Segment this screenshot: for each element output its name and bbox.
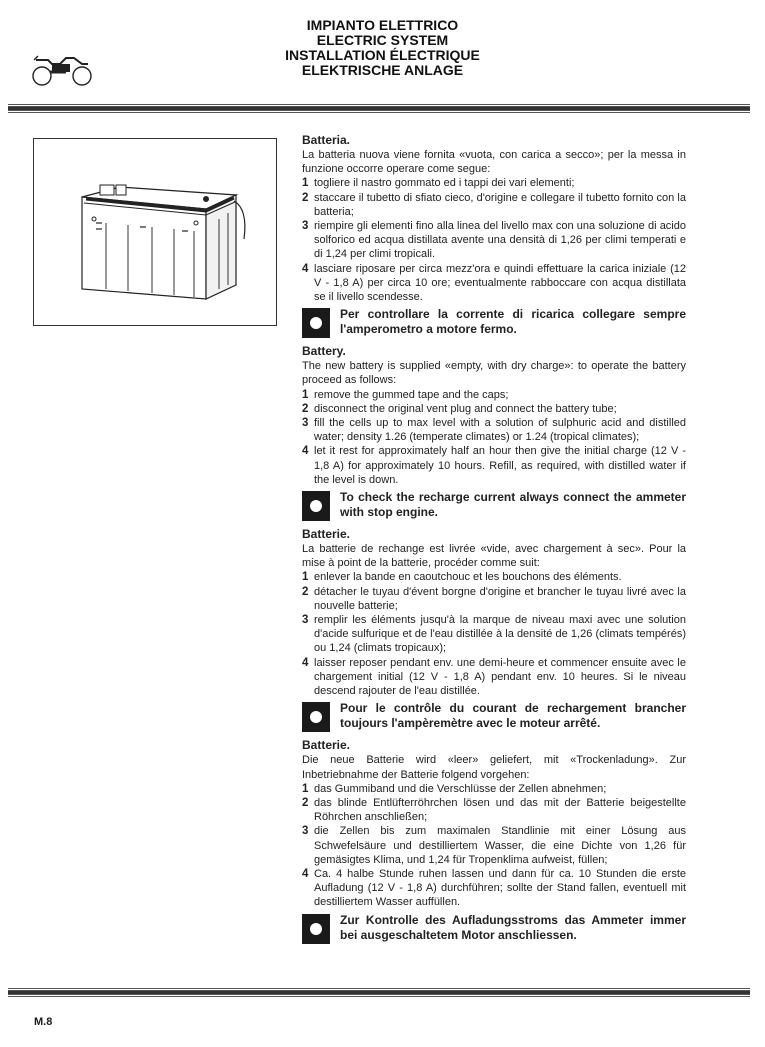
list-item: 4 laisser reposer pendant env. une demi-heure et commencer ensuite avec le chargement initial (12 V - 1,8 A) pendant env. 10 heures. Si le niveau descend rajouter de l'eau distillée.	[302, 656, 686, 698]
list-item: 1 das Gummiband und die Verschlüsse der Zellen abnehmen;	[302, 782, 607, 795]
list-item: 2 détacher le tuyau d'évent borgne d'origine et brancher le tuyau livré avec la nouvelle batterie;	[302, 585, 686, 612]
section-heading: Battery.	[302, 344, 346, 359]
step-list	[302, 570, 686, 698]
list-item: 1 remove the gummed tape and the caps;	[302, 388, 509, 401]
list-item: 1 togliere il nastro gommato ed i tappi dei vari elementi;	[302, 177, 575, 190]
list-item: 3 remplir les éléments jusqu'à la marque de niveau maxi avec une solution d'acide sulfurique et de l'eau distillée à la densité de 1,26 (climats tempérés) ou 1,24 (climats tropicaux);	[302, 614, 686, 655]
title-italian: IMPIANTO ELETTRICO	[306, 17, 459, 33]
list-item: 3 riempire gli elementi fino alla linea del livello max con una soluzione di acido solforico ed acqua distillata avente una densità di 1,26 per climi temperati e di 1,24 per climi tropicali.	[302, 220, 686, 261]
list-item: 2 disconnect the original vent plug and connect the battery tube;	[302, 402, 617, 415]
list-item: 3 die Zellen bis zum maximalen Standlinie mit einer Lösung aus Schwefelsäure und destilliertem Wasser, die eine Dichte von 1,26 für gemäsigtes Klima, und 1,24 für Tropenklima aufweist, füllen;	[302, 825, 686, 866]
list-item: 4 lasciare riposare per circa mezz'ora e quindi effettuare la carica iniziale (12 V - 1,8 A) per circa 10 ore; eventualmente rabboccare con acqua distillata se il livello scendesse.	[302, 262, 686, 304]
section-german	[302, 737, 686, 946]
list-item: 3 fill the cells up to max level with a solution of sulphuric acid and distilled water; density 1.26 (temperate climates) or 1.24 (tropical climates);	[302, 417, 686, 444]
battery-illustration	[34, 139, 276, 325]
note-bullet-icon	[302, 914, 330, 944]
section-french	[302, 526, 686, 735]
warning-note: Pour le contrôle du courant de rechargement brancher toujours l'ampèremètre avec le moteur arrêté.	[302, 701, 686, 735]
header-rule	[8, 104, 750, 113]
footer-rule	[8, 988, 750, 997]
list-item: 4 let it rest for approximately half an hour then give the initial charge (12 V - 1,8 A) for approximately 10 hours. Refill, as required, with distilled water if the level is down.	[302, 445, 686, 486]
step-list	[302, 388, 686, 487]
section-title	[250, 18, 515, 78]
instructions-column	[302, 132, 686, 949]
battery-figure	[33, 138, 277, 326]
list-item: 2 staccare il tubetto di sfiato cieco, d'origine e collegare il tubetto fornito con la batteria;	[302, 191, 686, 218]
section-italian	[302, 132, 686, 341]
section-english	[302, 343, 686, 524]
intro-text: La batterie de rechange est livrée «vide, avec chargement à sec». Pour la mise à point de la batterie, procéder comme suit:	[302, 543, 686, 570]
warning-note: Zur Kontrolle des Aufladungsstroms das Ammeter immer bei ausgeschaltetem Motor anschliessen.	[302, 913, 686, 947]
note-bullet-icon	[302, 491, 330, 521]
page-number: M.8	[34, 1016, 53, 1028]
step-list	[302, 176, 686, 304]
intro-text: Die neue Batterie wird «leer» geliefert, mit «Trockenladung». Zur Inbetriebnahme der Batterie folgend vorgehen:	[302, 754, 686, 781]
list-item: 1 enlever la bande en caoutchouc et les bouchons des éléments.	[302, 571, 622, 584]
section-heading: Batteria.	[302, 133, 351, 147]
title-german: ELEKTRISCHE ANLAGE	[301, 62, 464, 78]
list-item: 2 das blinde Entlüfterröhrchen lösen und das mit der Batterie beigestellte Röhrchen anschließen;	[302, 796, 686, 824]
note-bullet-icon	[302, 702, 330, 732]
section-heading: Batterie.	[302, 738, 351, 753]
warning-note: Per controllare la corrente di ricarica collegare sempre l'amperometro a motore fermo.	[302, 307, 686, 341]
section-heading: Batterie.	[302, 527, 351, 542]
intro-text: The new battery is supplied «empty, with dry charge»: to operate the battery proceed as follows:	[302, 360, 686, 387]
step-list	[302, 782, 686, 910]
note-bullet-icon	[302, 308, 330, 338]
intro-text: La batteria nuova viene fornita «vuota, con carica a secco»; per la messa in funzione occorre operare come segue:	[302, 149, 686, 176]
list-item: 4 Ca. 4 halbe Stunde ruhen lassen und dann für ca. 10 Stunden die erste Aufladung (12 V - 1,8 A) durchführen; sollte der Stand fallen, eventuell mit destilliertem Wasser auffüllen.	[302, 867, 686, 909]
title-french: INSTALLATION ÉLECTRIQUE	[285, 47, 480, 63]
motorcycle-icon	[30, 50, 94, 94]
title-english: ELECTRIC SYSTEM	[316, 32, 449, 48]
warning-note: To check the recharge current always connect the ammeter with stop engine.	[302, 490, 686, 524]
